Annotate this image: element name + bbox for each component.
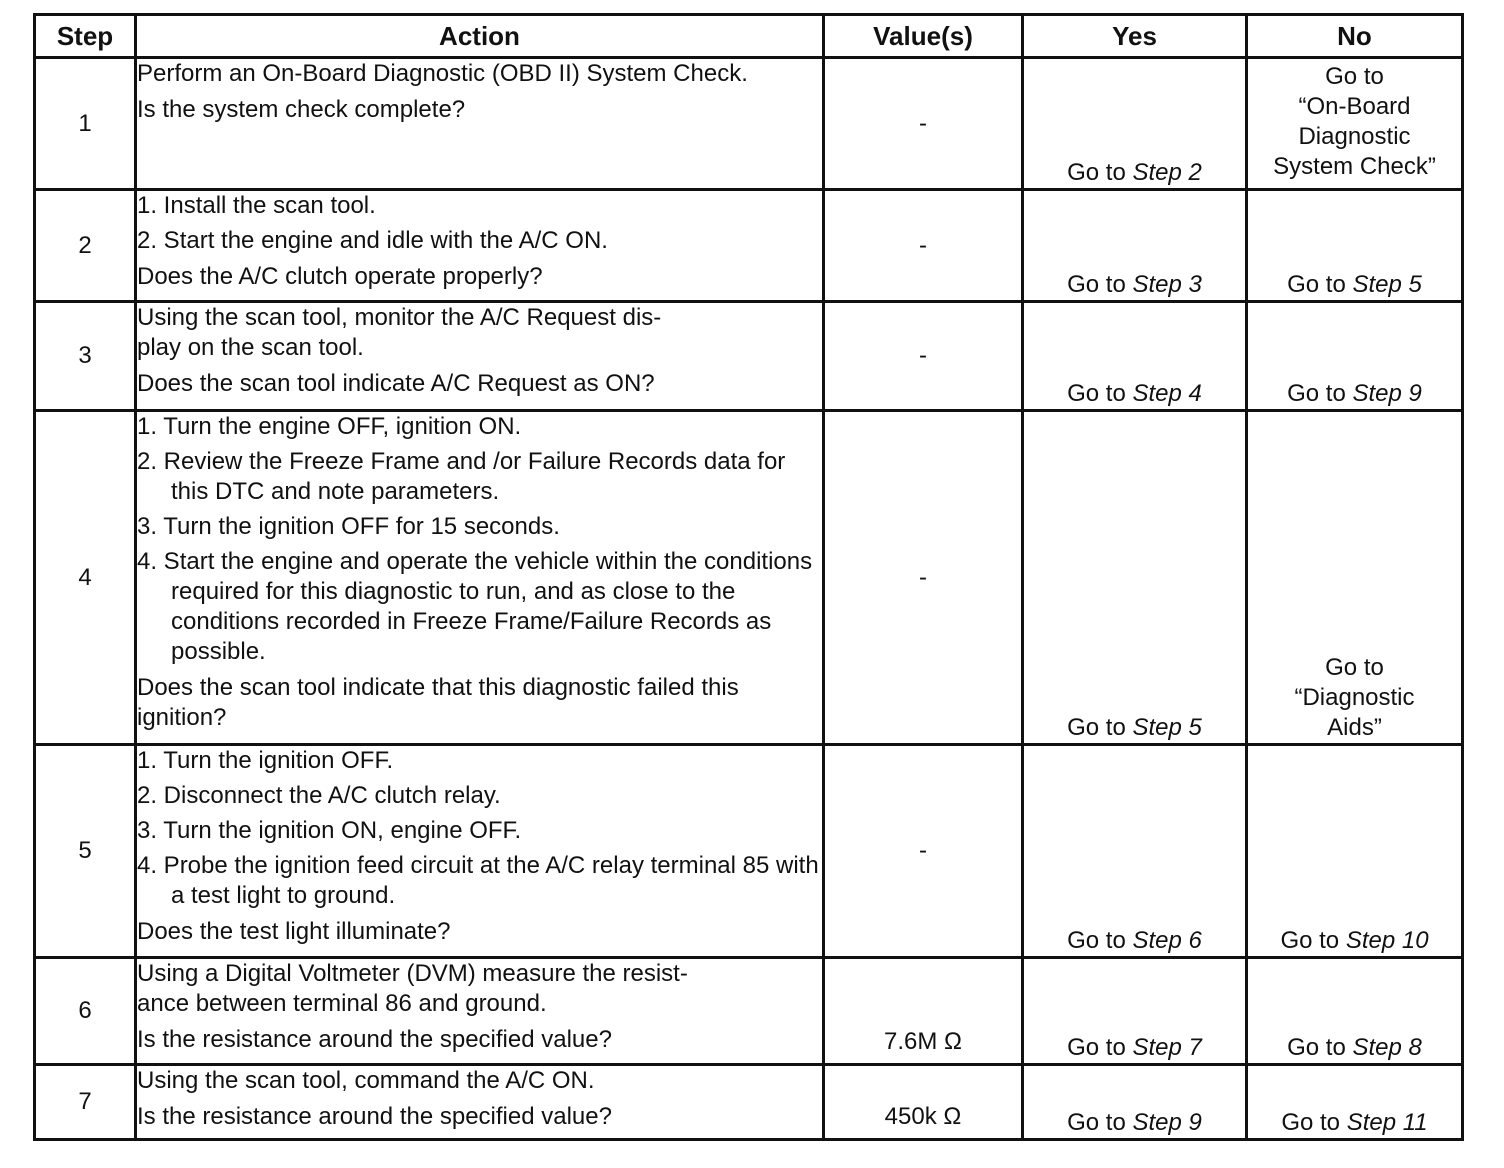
action-item: 4. Probe the ignition feed circuit at the A/C relay terminal 85 with a test light to ground. [137,852,819,909]
action-cell [136,302,824,411]
action-text: Perform an On-Board Diagnostic (OBD II) System Check. [137,60,748,87]
value-cell [824,58,1023,190]
table-row [35,302,1463,411]
goto-text: Go to [1067,159,1126,186]
table-row [35,958,1463,1065]
value-cell [824,302,1023,411]
table-row [35,1065,1463,1140]
step-reference: Step 8 [1352,1034,1422,1061]
yes-cell [1023,958,1247,1065]
header-yes: Yes [1023,15,1247,58]
table-row [35,411,1463,745]
value-dash: - [919,563,927,591]
step-reference: Step 10 [1345,927,1429,954]
step-reference: Step 7 [1132,1034,1202,1061]
yes-cell [1023,745,1247,958]
no-text: Diagnostic [1298,123,1411,150]
value-text: 7.6M Ω [884,1028,962,1055]
action-cell [136,190,824,302]
table-row [35,190,1463,302]
goto-text: Go to [1287,380,1346,407]
action-item: 2. Start the engine and idle with the A/C ON. [137,227,608,254]
action-item: 1. Turn the ignition OFF. [137,747,394,774]
goto-text: Go to [1067,927,1126,954]
goto-text: Go to [1280,927,1340,954]
step-reference: Step 9 [1132,1109,1202,1136]
action-text: Using the scan tool, command the A/C ON. [137,1067,595,1094]
no-cell [1247,1065,1463,1140]
action-cell [136,958,824,1065]
action-item: 1. Turn the engine OFF, ignition ON. [137,413,522,440]
value-dash: - [919,231,927,259]
action-question: Does the A/C clutch operate properly? [137,263,543,290]
no-cell [1247,958,1463,1065]
step-number: 1 [35,58,136,190]
action-text: ance between terminal 86 and ground. [137,990,547,1017]
diagnostic-table [33,13,1464,1141]
action-question: Does the scan tool indicate that this diagnostic failed this ignition? [137,674,739,731]
action-text: Using the scan tool, monitor the A/C Request dis- [137,304,662,331]
value-cell [824,190,1023,302]
step-number: 2 [35,190,136,302]
step-reference: Step 2 [1132,159,1202,186]
action-question: Is the system check complete? [137,96,466,123]
action-question: Does the scan tool indicate A/C Request as ON? [137,370,655,397]
action-text: Using a Digital Voltmeter (DVM) measure the resist- [137,960,688,987]
goto-text: Go to [1067,1034,1126,1061]
action-text: play on the scan tool. [137,334,364,361]
no-text: “Diagnostic [1294,684,1415,711]
value-dash: - [919,109,927,137]
goto-text: Go to [1281,1109,1341,1136]
yes-cell [1023,411,1247,745]
step-reference: Step 4 [1132,380,1202,407]
no-cell [1247,745,1463,958]
value-text: 450k Ω [884,1103,962,1130]
goto-text: Go to [1067,380,1126,407]
action-question: Is the resistance around the specified value? [137,1026,612,1053]
action-cell [136,745,824,958]
no-cell [1247,58,1463,190]
action-cell [136,1065,824,1140]
step-number: 7 [35,1065,136,1140]
action-cell [136,411,824,745]
table-row [35,58,1463,190]
yes-cell [1023,58,1247,190]
action-item: 4. Start the engine and operate the vehicle within the conditions required for this diagnostic to run, and as close to the conditions recorded in Freeze Frame/Failure Records as possible. [137,548,813,665]
value-cell [824,745,1023,958]
action-item: 3. Turn the ignition OFF for 15 seconds. [137,513,560,540]
step-reference: Step 5 [1132,714,1202,741]
value-dash: - [919,342,927,369]
step-reference: Step 6 [1132,927,1202,954]
no-cell [1247,302,1463,411]
step-reference: Step 3 [1132,271,1202,298]
action-item: 1. Install the scan tool. [137,192,376,219]
step-reference: Step 9 [1352,380,1422,407]
yes-cell [1023,1065,1247,1140]
goto-text: Go to [1287,271,1346,298]
no-cell [1247,190,1463,302]
header-no: No [1247,15,1463,58]
action-item: 2. Disconnect the A/C clutch relay. [137,782,501,809]
value-cell [824,958,1023,1065]
value-cell [824,1065,1023,1140]
no-text: Go to [1325,654,1384,681]
header-step: Step [35,15,136,58]
value-dash: - [919,837,927,864]
step-reference: Step 11 [1346,1109,1428,1136]
goto-text: Go to [1067,1109,1126,1136]
yes-cell [1023,190,1247,302]
goto-text: Go to [1067,714,1126,741]
step-number: 6 [35,958,136,1065]
goto-text: Go to [1067,271,1126,298]
no-text: System Check” [1273,153,1436,180]
action-item: 2. Review the Freeze Frame and /or Failure Records data for this DTC and note parameters. [137,448,786,505]
step-reference: Step 5 [1352,271,1422,298]
goto-text: Go to [1287,1034,1346,1061]
step-number: 4 [35,411,136,745]
value-cell [824,411,1023,745]
no-text: Go to [1325,63,1384,90]
action-question: Is the resistance around the specified value? [137,1103,612,1130]
header-values: Value(s) [824,15,1023,58]
step-number: 3 [35,302,136,411]
step-number: 5 [35,745,136,958]
no-text: “On-Board [1298,93,1411,120]
action-item: 3. Turn the ignition ON, engine OFF. [137,817,522,844]
no-text: Aids” [1327,714,1382,741]
header-row [35,15,1463,58]
header-action: Action [136,15,824,58]
yes-cell [1023,302,1247,411]
table-row [35,745,1463,958]
no-cell [1247,411,1463,745]
action-cell [136,58,824,190]
action-question: Does the test light illuminate? [137,918,451,945]
